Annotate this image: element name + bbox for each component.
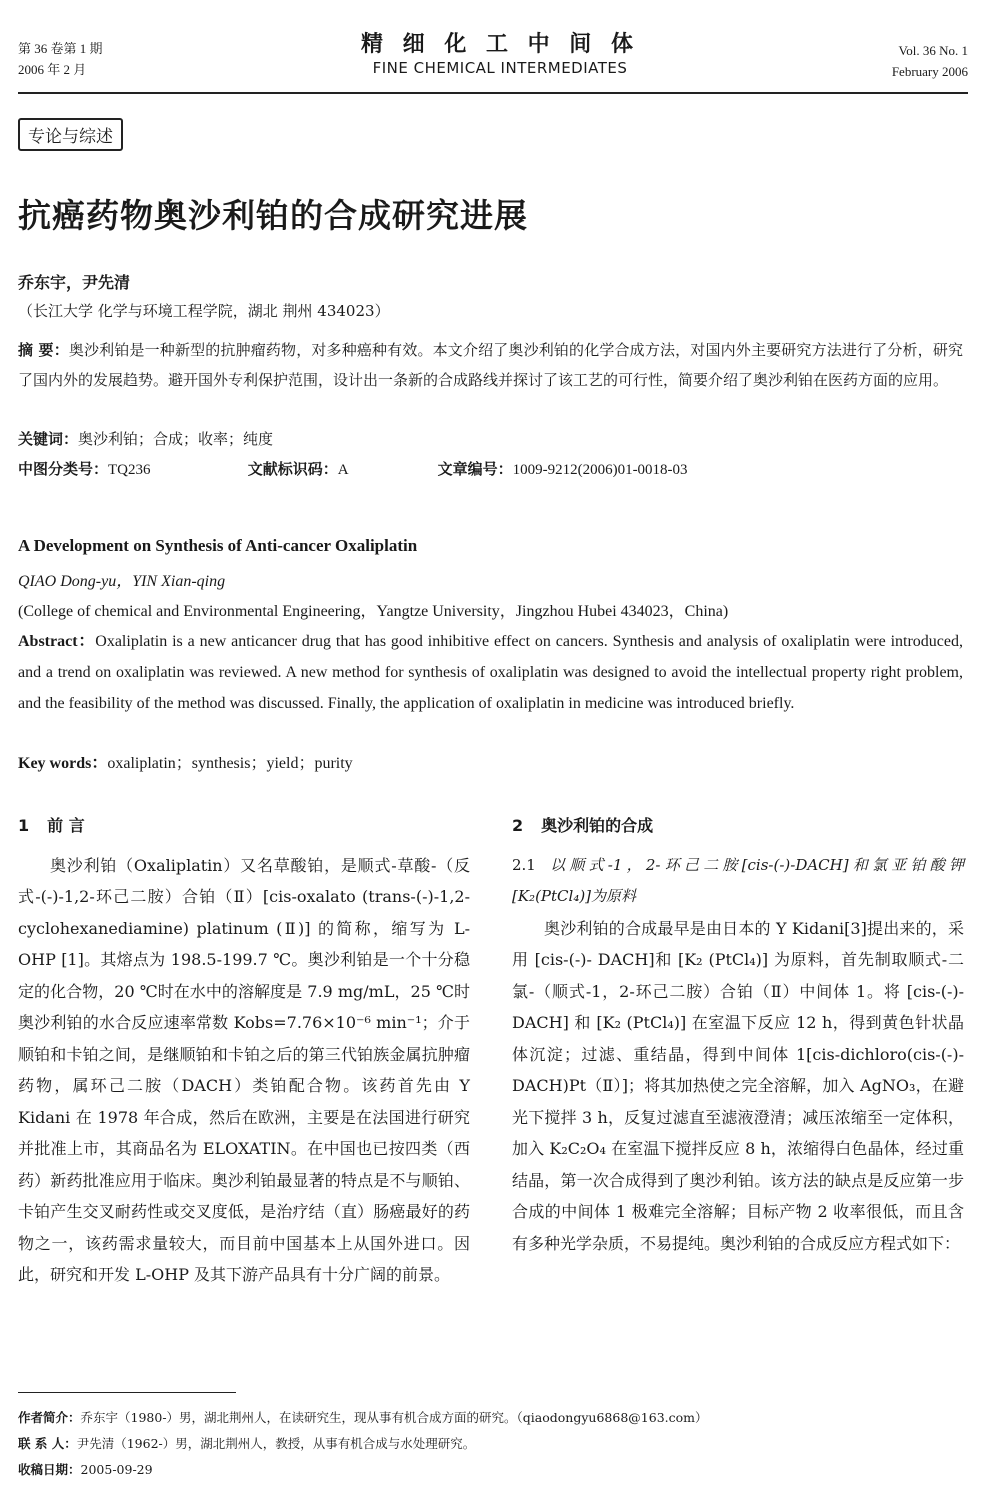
article-number-value: 1009-9212(2006)01-0018-03 — [512, 462, 688, 478]
footnote-received-text: 2005-09-29 — [80, 1462, 153, 1477]
section-introduction — [18, 810, 470, 1291]
issue-info-en — [892, 40, 968, 82]
section-1-paragraph: 奥沙利铂（Oxaliplatin）又名草酸铂，是顺式-草酸-（反式-(-)-1,2-环己二胺）合铂（Ⅱ）[cis-oxalato (trans-(-)-1,2-cyclohexanediamine) platinum (Ⅱ)] 的简称，缩写为 L-OHP [1]。其熔点为 198.5-199.7 ℃。奥沙利铂是一个十分稳定的化合物，20 ℃时在水中的溶解度是 7.9 mg/mL，25 ℃时奥沙利铂的水合反应速率常数 Kobs=7.76×10⁻⁶ min⁻¹；介于顺铂和卡铂之间，是继顺铂和卡铂之后的第三代铂族金属抗肿瘤药物，属环己二胺（DACH）类铂配合物。该药首先由 Y Kidani 在 1978 年合成，然后在欧洲，主要是在法国进行研究并批准上市，其商品名为 ELOXATIN。在中国也已按四类（西药）新药批准应用于临床。奥沙利铂最显著的特点是不与顺铂、卡铂产生交叉耐药性或交叉度低，是治疗结（直）肠癌最好的药物之一，该药需求量较大，而目前中国基本上从国外进口。因此，研究和开发 L-OHP 及其下游产品具有十分广阔的前景。 — [18, 855, 470, 1284]
affiliation-cn: （长江大学 化学与环境工程学院，湖北 荆州 434023） — [18, 302, 390, 320]
abstract-cn-label: 摘 要： — [18, 341, 69, 359]
footnote-contact-label: 联 系 人： — [18, 1436, 77, 1451]
english-keywords-text: oxaliplatin；synthesis；yield；purity — [107, 755, 353, 772]
footnotes — [18, 1405, 968, 1483]
classification-row — [18, 458, 963, 479]
column-tag: 专论与综述 — [18, 118, 123, 151]
subsection-2-1-title: 以顺式-1，2-环己二胺[cis-(-)-DACH]和氯亚铂酸钾[K₂(PtCl₄)]为原料 — [512, 855, 964, 905]
section-2-number: 2 — [512, 816, 524, 835]
english-abstract-label: Abstract： — [18, 633, 96, 650]
keywords-cn-text: 奥沙利铂；合成；收率；纯度 — [78, 430, 274, 448]
doc-value: A — [337, 462, 349, 478]
clc-code — [18, 458, 243, 479]
footnote-received-label: 收稿日期： — [18, 1462, 81, 1477]
section-2-paragraph: 奥沙利铂的合成最早是由日本的 Y Kidani[3]提出来的，采用 [cis-(-)- DACH]和 [K₂ (PtCl₄)] 为原料，首先制取顺式-二氯-（顺式-1，2-环己二胺）合铂（Ⅱ）中间体 1。将 [cis-(-)-DACH] 和 [K₂ (PtCl₄)] 在室温下反应 12 h，得到黄色针状晶体沉淀；过滤、重结晶，得到中间体 1[cis-dichloro(cis-(-)-DACH)Pt（Ⅱ）]；将其加热使之完全溶解，加入 AgNO₃，在避光下搅拌 3 h，反复过滤直至滤液澄清；减压浓缩至一定体积，加入 K₂C₂O₄ 在室温下搅拌反应 8 h，浓缩得白色晶体，经过重结晶，第一次合成得到了奥沙利铂。该方法的缺点是反应第一步合成的中间体 1 极难完全溶解；目标产物 2 收率很低，而且含有多种光学杂质，不易提纯。奥沙利铂的合成反应方程式如下： — [512, 918, 964, 1253]
journal-name-en: FINE CHEMICAL INTERMEDIATES — [372, 59, 628, 77]
abstract-cn-text: 奥沙利铂是一种新型的抗肿瘤药物，对多种癌种有效。本文介绍了奥沙利铂的化学合成方法，对国内外主要研究方法进行了分析，研究了国内外的发展趋势。避开国外专利保护范围，设计出一条新的合成路线并探讨了该工艺的可行性，简要介绍了奥沙利铂在医药方面的应用。 — [18, 341, 963, 389]
footnote-contact — [18, 1431, 968, 1457]
english-abstract-text: Oxaliplatin is a new anticancer drug that has good inhibitive effect on cancers. Synthesis and analysis of oxaliplatin were introduced, and a trend on oxaliplatin was reviewed. A new method for synthesis of oxaliplatin was designed to avoid the intellectual property right problem, and the feasibility of the method was discussed. Finally, the application of oxaliplatin in medicine was introduced briefly. — [18, 633, 964, 712]
article-number — [438, 458, 688, 479]
section-2-title: 奥沙利铂的合成 — [541, 816, 654, 835]
doc-label: 文献标识码： — [247, 460, 338, 478]
english-keywords — [18, 750, 353, 773]
english-abstract — [18, 626, 963, 719]
english-title: A Development on Synthesis of Anti-cancer Oxaliplatin — [18, 536, 418, 555]
section-synthesis — [512, 810, 964, 1259]
volume-en: Vol. 36 No. 1 — [898, 43, 968, 58]
subsection-2-1-heading — [512, 850, 964, 913]
date-en: February 2006 — [891, 64, 968, 79]
journal-masthead — [0, 30, 1000, 78]
footnote-contact-text: 尹先清（1962-）男，湖北荆州人，教授，从事有机合成与水处理研究。 — [76, 1436, 476, 1451]
clc-label: 中图分类号： — [18, 460, 109, 478]
article-number-label: 文章编号： — [437, 460, 513, 478]
footnote-author-label: 作者简介： — [18, 1410, 81, 1425]
authors-cn: 乔东宇，尹先清 — [18, 273, 131, 292]
doc-code — [248, 458, 433, 479]
header-rule — [18, 92, 968, 94]
clc-value: TQ236 — [108, 462, 151, 478]
article-title: 抗癌药物奥沙利铂的合成研究进展 — [18, 196, 528, 235]
footnote-received — [18, 1457, 968, 1483]
english-keywords-label: Key words： — [18, 755, 108, 772]
keywords-cn — [18, 428, 273, 449]
footnote-rule — [18, 1392, 236, 1393]
section-2-heading — [512, 810, 964, 842]
volume-cn: 第 36 卷第 1 期 — [18, 41, 103, 56]
english-affiliation: (College of chemical and Environmental Engineering，Yangtze University，Jingzhou Hubei 434023，China) — [18, 603, 729, 620]
journal-name-cn: 精 细 化 工 中 间 体 — [361, 31, 639, 57]
section-1-number: 1 — [18, 816, 30, 835]
footnote-author-text: 乔东宇（1980-）男，湖北荆州人，在读研究生，现从事有机合成方面的研究。（qiaodongyu6868@163.com） — [80, 1410, 708, 1425]
section-1-title: 前 言 — [47, 816, 85, 835]
keywords-cn-label: 关键词： — [18, 430, 79, 448]
date-cn: 2006 年 2 月 — [18, 62, 87, 77]
footnote-author — [18, 1405, 968, 1431]
english-authors: QIAO Dong-yu，YIN Xian-qing — [18, 573, 226, 590]
section-1-heading — [18, 810, 470, 842]
abstract-cn — [18, 335, 963, 395]
subsection-2-1-number: 2.1 — [512, 855, 536, 874]
